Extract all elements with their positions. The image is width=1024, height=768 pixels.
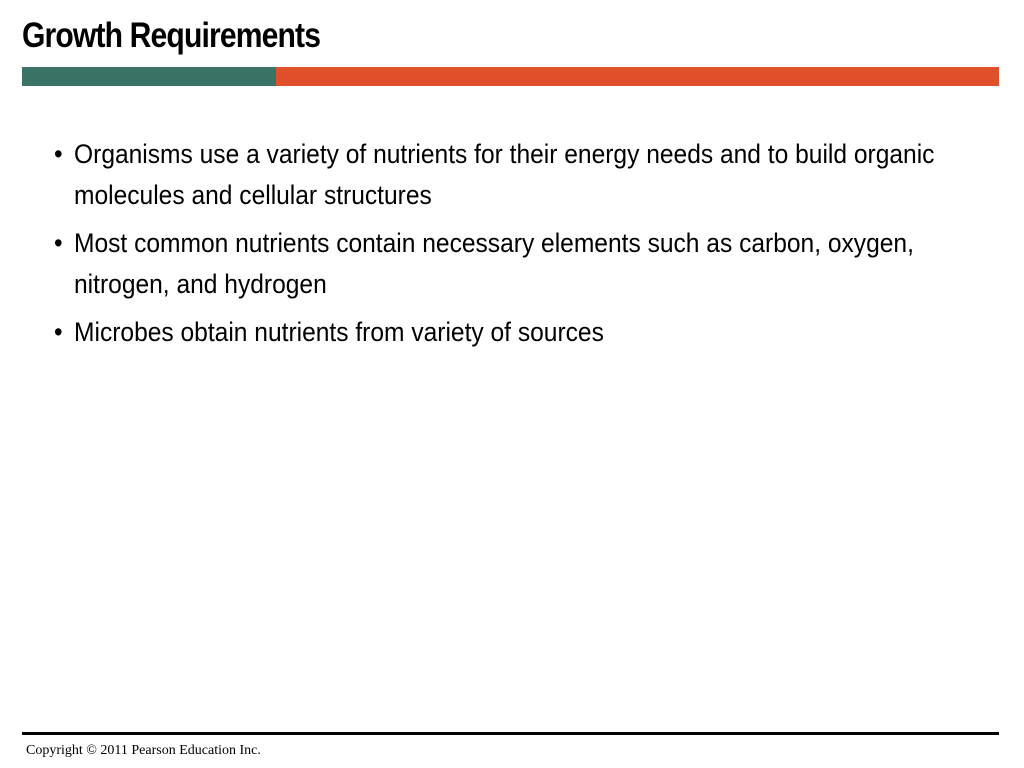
title-bar-teal — [22, 67, 276, 86]
bullet-icon: • — [54, 228, 63, 258]
slide-title: Growth Requirements — [22, 16, 321, 55]
bullet-icon: • — [54, 317, 63, 347]
bullet-text: Organisms use a variety of nutrients for their energy needs and to build organic molecules and cellular structures — [74, 139, 935, 210]
bullet-list — [54, 134, 994, 360]
bullet-text: Most common nutrients contain necessary elements such as carbon, oxygen, nitrogen, and hydrogen — [74, 228, 914, 299]
bullet-text: Microbes obtain nutrients from variety of sources — [74, 317, 604, 347]
footer-rule — [22, 732, 999, 735]
title-bar-orange — [276, 67, 999, 86]
bullet-icon: • — [54, 139, 63, 169]
copyright-notice: Copyright © 2011 Pearson Education Inc. — [26, 743, 261, 758]
bullet-item — [54, 134, 993, 216]
bullet-item — [54, 312, 993, 353]
bullet-item — [54, 223, 993, 305]
